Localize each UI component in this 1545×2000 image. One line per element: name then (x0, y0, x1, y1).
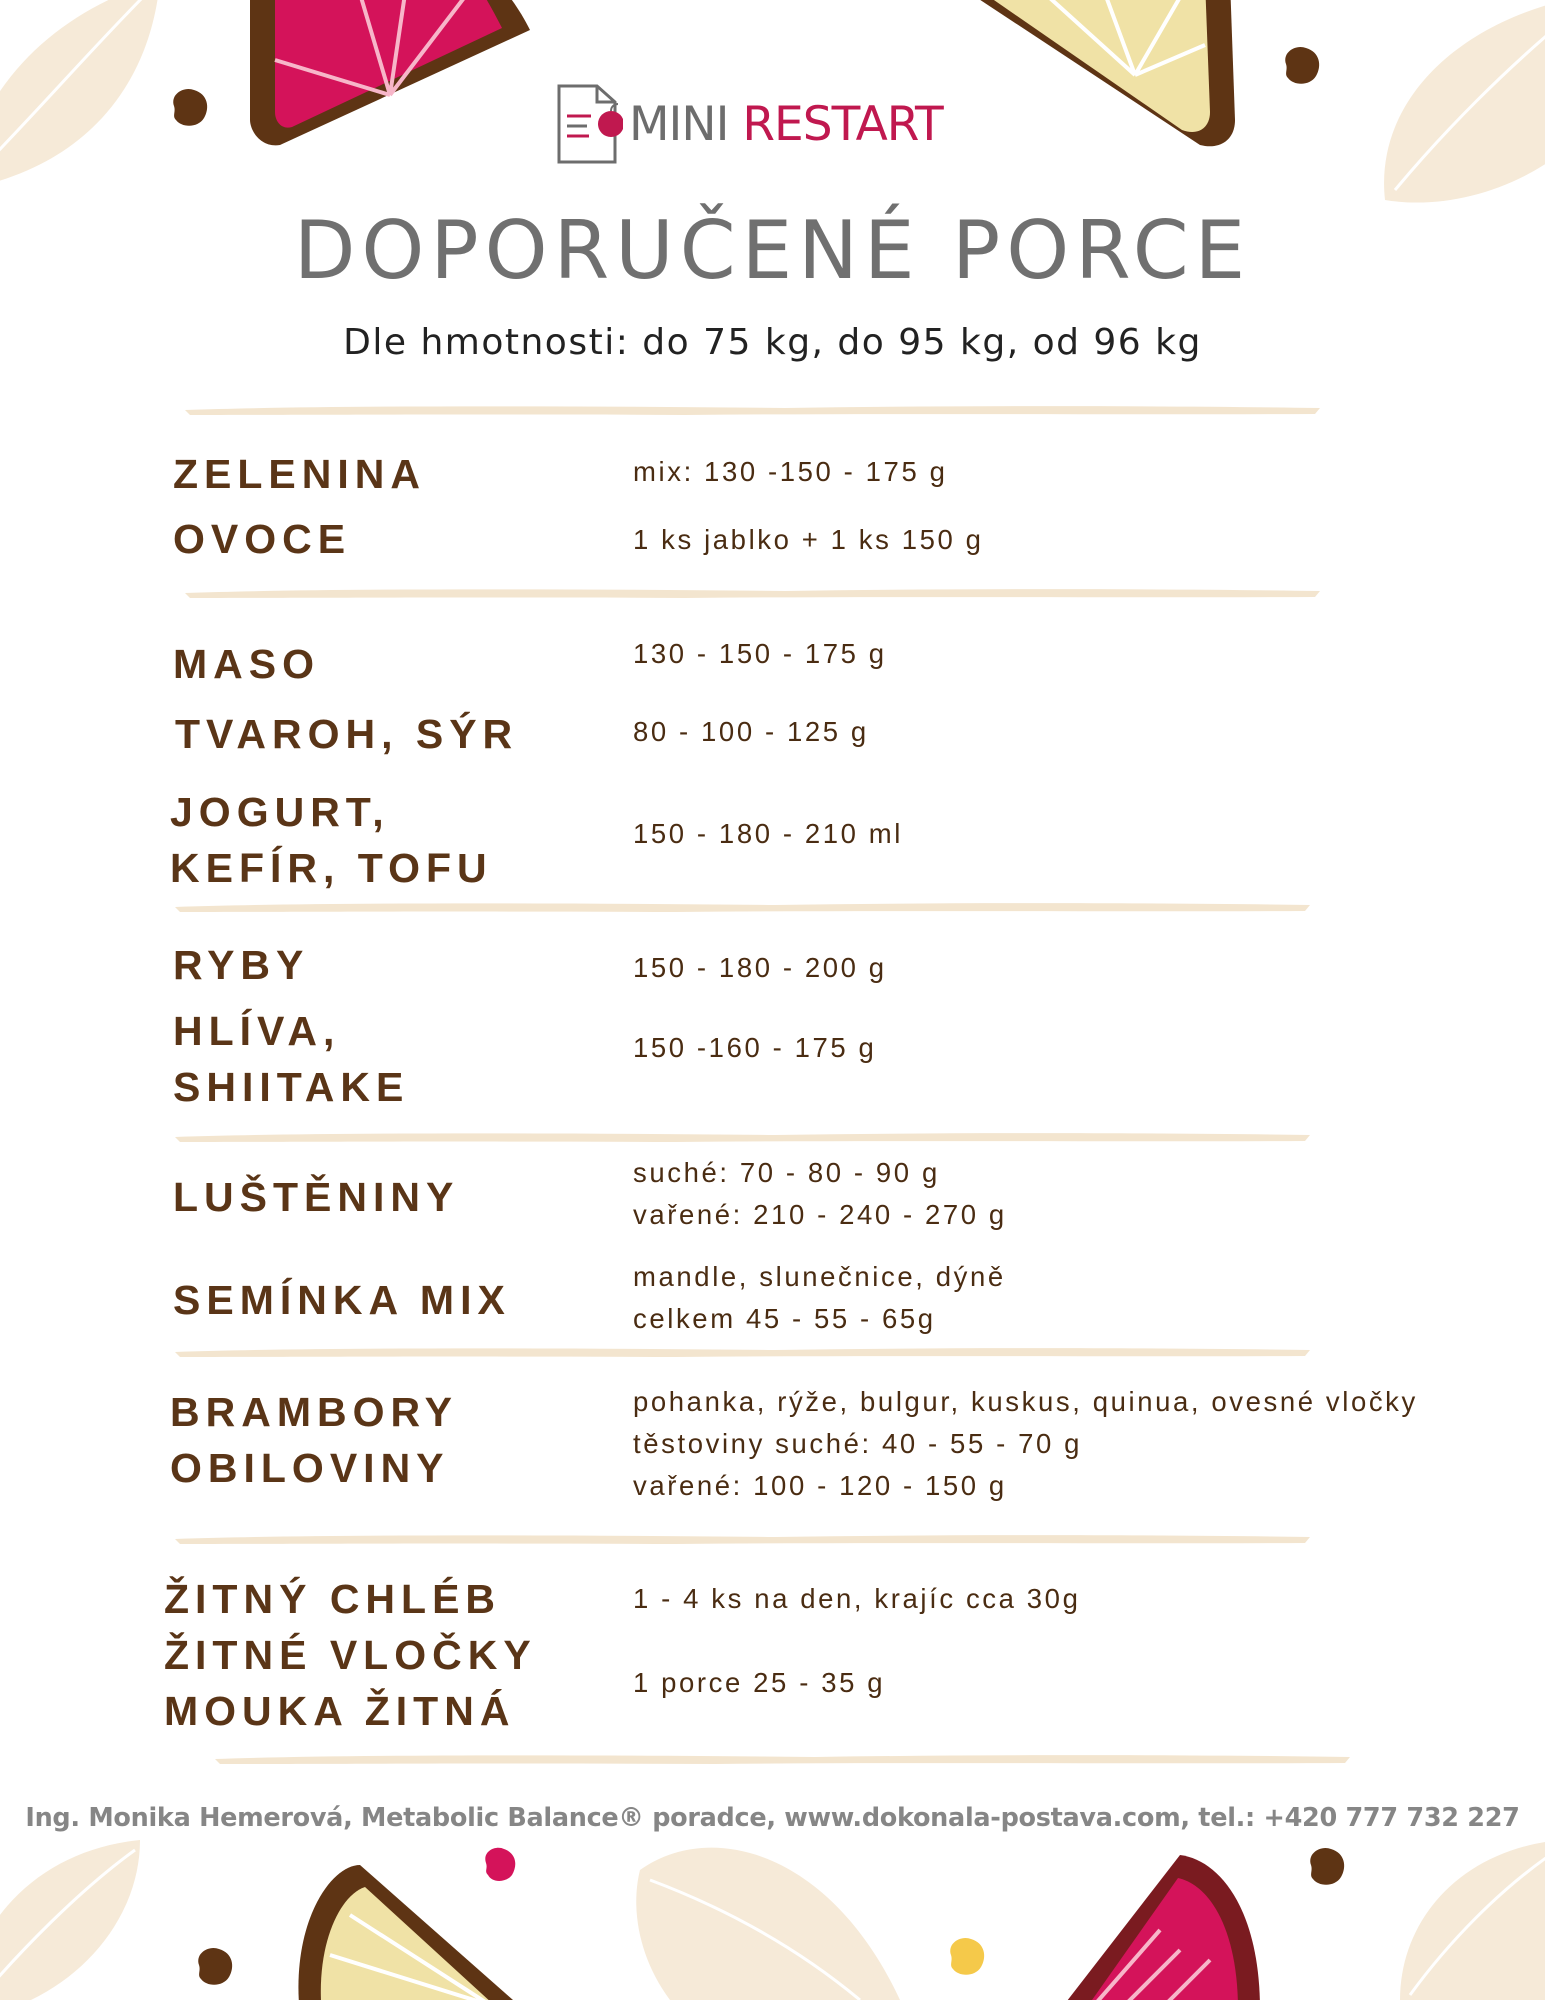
leaf-decoration-bottom-left (0, 1820, 160, 2000)
portion-line: pohanka, rýže, bulgur, kuskus, quinua, ovesné vločky (633, 1386, 1418, 1417)
category-brambory-obiloviny (170, 1384, 458, 1496)
portion-line: mandle, slunečnice, dýně (633, 1261, 1006, 1292)
pink-grapefruit-slice-bottom (1060, 1850, 1260, 2000)
category-line: ŽITNÝ CHLÉB (164, 1576, 502, 1622)
pink-berry-decoration (480, 1845, 520, 1885)
category-line: ŽITNÉ VLOČKY (164, 1632, 537, 1678)
category-seminka-mix (173, 1272, 511, 1328)
portion-line: 150 - 180 - 210 ml (633, 818, 903, 849)
brush-divider (175, 1130, 1310, 1144)
category-line: SHIITAKE (173, 1064, 410, 1110)
brush-divider (185, 403, 1320, 417)
coffee-bean-decoration (1280, 44, 1324, 88)
portion-line: celkem 45 - 55 - 65g (633, 1303, 936, 1334)
portion-line: 130 - 150 - 175 g (633, 638, 887, 669)
portion-maso (633, 633, 887, 675)
portion-seminka-mix (633, 1256, 1006, 1340)
category-zitne-produkty (164, 1571, 537, 1739)
category-hliva-shiitake (173, 1003, 409, 1115)
brush-divider (175, 900, 1310, 914)
yellow-seed-decoration (945, 1935, 989, 1979)
brand-word-restart: RESTART (742, 96, 943, 152)
portion-zelenina (633, 451, 947, 493)
portion-lusteniny (633, 1152, 1007, 1236)
portion-zitny-chleb (633, 1578, 1080, 1620)
category-line: BRAMBORY (170, 1389, 458, 1435)
category-line: ZELENINA (173, 451, 426, 497)
brand-logo (555, 82, 943, 166)
page-subtitle: Dle hmotnosti: do 75 kg, do 95 kg, od 96 kg (343, 322, 1202, 363)
brush-divider (175, 1345, 1310, 1359)
footer-contact: Ing. Monika Hemerová, Metabolic Balance® poradce, www.dokonala-postava.com, tel.: +420 777 732 227 (25, 1803, 1520, 1833)
category-line: KEFÍR, TOFU (170, 845, 493, 891)
coffee-bean-decoration (168, 86, 212, 130)
category-line: OBILOVINY (170, 1445, 450, 1491)
portion-line: 150 -160 - 175 g (633, 1032, 877, 1063)
coffee-bean-decoration (193, 1945, 237, 1989)
category-line: MOUKA ŽITNÁ (164, 1688, 516, 1734)
category-line: OVOCE (173, 516, 352, 562)
brand-word-mini: MINI (629, 96, 729, 152)
category-ovoce (173, 511, 351, 567)
category-line: JOGURT, (170, 789, 390, 835)
portion-line: 1 porce 25 - 35 g (633, 1667, 886, 1698)
portion-hliva-shiitake (633, 1027, 876, 1069)
category-line: MASO (173, 641, 320, 687)
category-line: HLÍVA, (173, 1008, 341, 1054)
portion-brambory-obiloviny (633, 1381, 1418, 1507)
portion-ovoce (633, 519, 984, 561)
portion-line: mix: 130 -150 - 175 g (633, 456, 948, 487)
category-line: LUŠTĚNINY (173, 1174, 460, 1220)
portion-line: těstoviny suché: 40 - 55 - 70 g (633, 1428, 1083, 1459)
portion-jogurt-kefir-tofu (633, 813, 903, 855)
leaf-decoration-bottom-center (630, 1830, 910, 2000)
document-apple-icon (555, 82, 623, 166)
brush-divider (175, 1532, 1310, 1546)
brush-divider (215, 1752, 1350, 1766)
category-line: SEMÍNKA MIX (173, 1277, 511, 1323)
portion-line: 80 - 100 - 125 g (633, 716, 869, 747)
category-ryby (173, 937, 309, 993)
pink-grapefruit-slice-top (230, 0, 540, 150)
leaf-decoration-bottom-right (1380, 1830, 1545, 2000)
portion-tvaroh-syr (633, 711, 869, 753)
portion-ryby (633, 947, 887, 989)
category-line: RYBY (173, 942, 310, 988)
portion-line: vařené: 100 - 120 - 150 g (633, 1470, 1007, 1501)
brush-divider (185, 586, 1320, 600)
category-jogurt-kefir-tofu (170, 784, 493, 896)
coffee-bean-decoration (1305, 1845, 1349, 1889)
category-line: TVAROH, SÝR (175, 711, 519, 757)
portion-line: 150 - 180 - 200 g (633, 952, 887, 983)
leaf-decoration-top-right (1365, 0, 1545, 220)
category-maso (173, 636, 320, 692)
portion-line: 1 - 4 ks na den, krajíc cca 30g (633, 1583, 1081, 1614)
portion-line: 1 ks jablko + 1 ks 150 g (633, 524, 984, 555)
page-title: DOPORUČENÉ PORCE (293, 204, 1252, 297)
brand-name (629, 97, 943, 152)
category-tvaroh-syr (175, 706, 518, 762)
portion-zitne-vlocky (633, 1662, 885, 1704)
portion-line: vařené: 210 - 240 - 270 g (633, 1199, 1007, 1230)
category-lusteniny (173, 1169, 459, 1225)
portion-line: suché: 70 - 80 - 90 g (633, 1157, 940, 1188)
lemon-slice-top (950, 0, 1240, 150)
leaf-decoration-top-left (0, 0, 180, 200)
category-zelenina (173, 446, 426, 502)
